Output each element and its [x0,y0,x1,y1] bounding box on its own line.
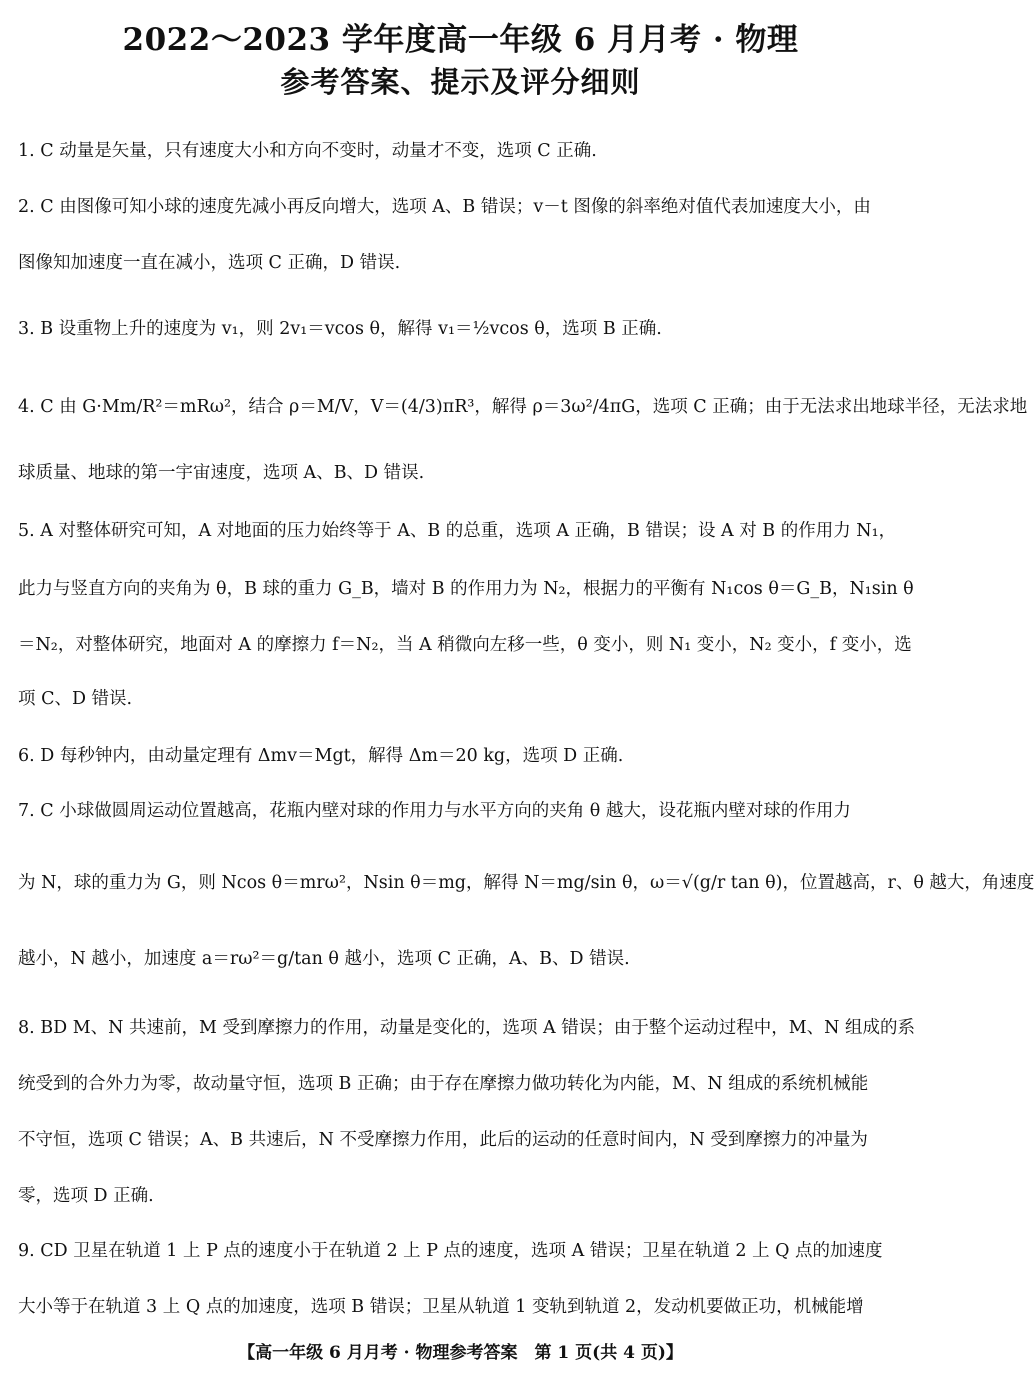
answer-line: 7. C 小球做圆周运动位置越高，花瓶内壁对球的作用力与水平方向的夹角 θ 越大，设花瓶内壁对球的作用力 [18,801,851,821]
answer-line: 5. A 对整体研究可知，A 对地面的压力始终等于 A、B 的总重，选项 A 正确，B 错误；设 A 对 B 的作用力 N₁， [18,521,897,541]
answer-line: 8. BD M、N 共速前，M 受到摩擦力的作用，动量是变化的，选项 A 错误；由于整个运动过程中，M、N 组成的系 [18,1018,916,1038]
answer-line: 9. CD 卫星在轨道 1 上 P 点的速度小于在轨道 2 上 P 点的速度，选项 A 错误；卫星在轨道 2 上 Q 点的加速度 [18,1241,883,1261]
page-footer: 【高一年级 6 月月考 · 物理参考答案 第 1 页(共 4 页)】 [238,1343,683,1363]
answer-line: 6. D 每秒钟内，由动量定理有 Δmv＝Mgt，解得 Δm＝20 kg，选项 D 正确. [18,746,624,766]
answer-line: 3. B 设重物上升的速度为 v₁，则 2v₁＝vcos θ，解得 v₁＝½vcos θ，选项 B 正确. [18,319,662,339]
answer-line: 大小等于在轨道 3 上 Q 点的加速度，选项 B 错误；卫星从轨道 1 变轨到轨道 2，发动机要做正功，机械能增 [18,1297,864,1317]
answer-line: 零，选项 D 正确. [18,1186,154,1206]
answer-line: 统受到的合外力为零，故动量守恒，选项 B 正确；由于存在摩擦力做功转化为内能，M、N 组成的系统机械能 [18,1074,869,1094]
answer-line: 图像知加速度一直在减小，选项 C 正确，D 错误. [18,253,401,273]
answer-line: 不守恒，选项 C 错误；A、B 共速后，N 不受摩擦力作用，此后的运动的任意时间内，N 受到摩擦力的冲量为 [18,1130,868,1150]
answer-line: 1. C 动量是矢量，只有速度大小和方向不变时，动量才不变，选项 C 正确. [18,141,597,161]
answer-line: 此力与竖直方向的夹角为 θ，B 球的重力 G_B，墙对 B 的作用力为 N₂，根据力的平衡有 N₁cos θ＝G_B，N₁sin θ [18,579,914,599]
document-title: 2022～2023 学年度高一年级 6 月月考 · 物理 [122,22,799,58]
document-subtitle: 参考答案、提示及评分细则 [280,65,641,99]
answer-line: 4. C 由 G·Mm/R²＝mRω²，结合 ρ＝M/V，V＝(4/3)πR³，解得 ρ＝3ω²/4πG，选项 C 正确；由于无法求出地球半径，无法求地 [18,397,1028,417]
answer-line: 项 C、D 错误. [18,689,133,709]
answer-line: ＝N₂，对整体研究，地面对 A 的摩擦力 f＝N₂，当 A 稍微向左移一些，θ 变小，则 N₁ 变小，N₂ 变小，f 变小，选 [18,635,912,655]
answer-line: 为 N，球的重力为 G，则 Ncos θ＝mrω²，Nsin θ＝mg，解得 N＝mg/sin θ，ω＝√(g/r tan θ)，位置越高，r、θ 越大，角速度 [18,873,1034,893]
answer-line: 2. C 由图像可知小球的速度先减小再反向增大，选项 A、B 错误；v－t 图像的斜率绝对值代表加速度大小，由 [18,197,871,217]
answer-line: 越小，N 越小，加速度 a＝rω²＝g/tan θ 越小，选项 C 正确，A、B、D 错误. [18,949,630,969]
answer-line: 球质量、地球的第一宇宙速度，选项 A、B、D 错误. [18,463,425,483]
